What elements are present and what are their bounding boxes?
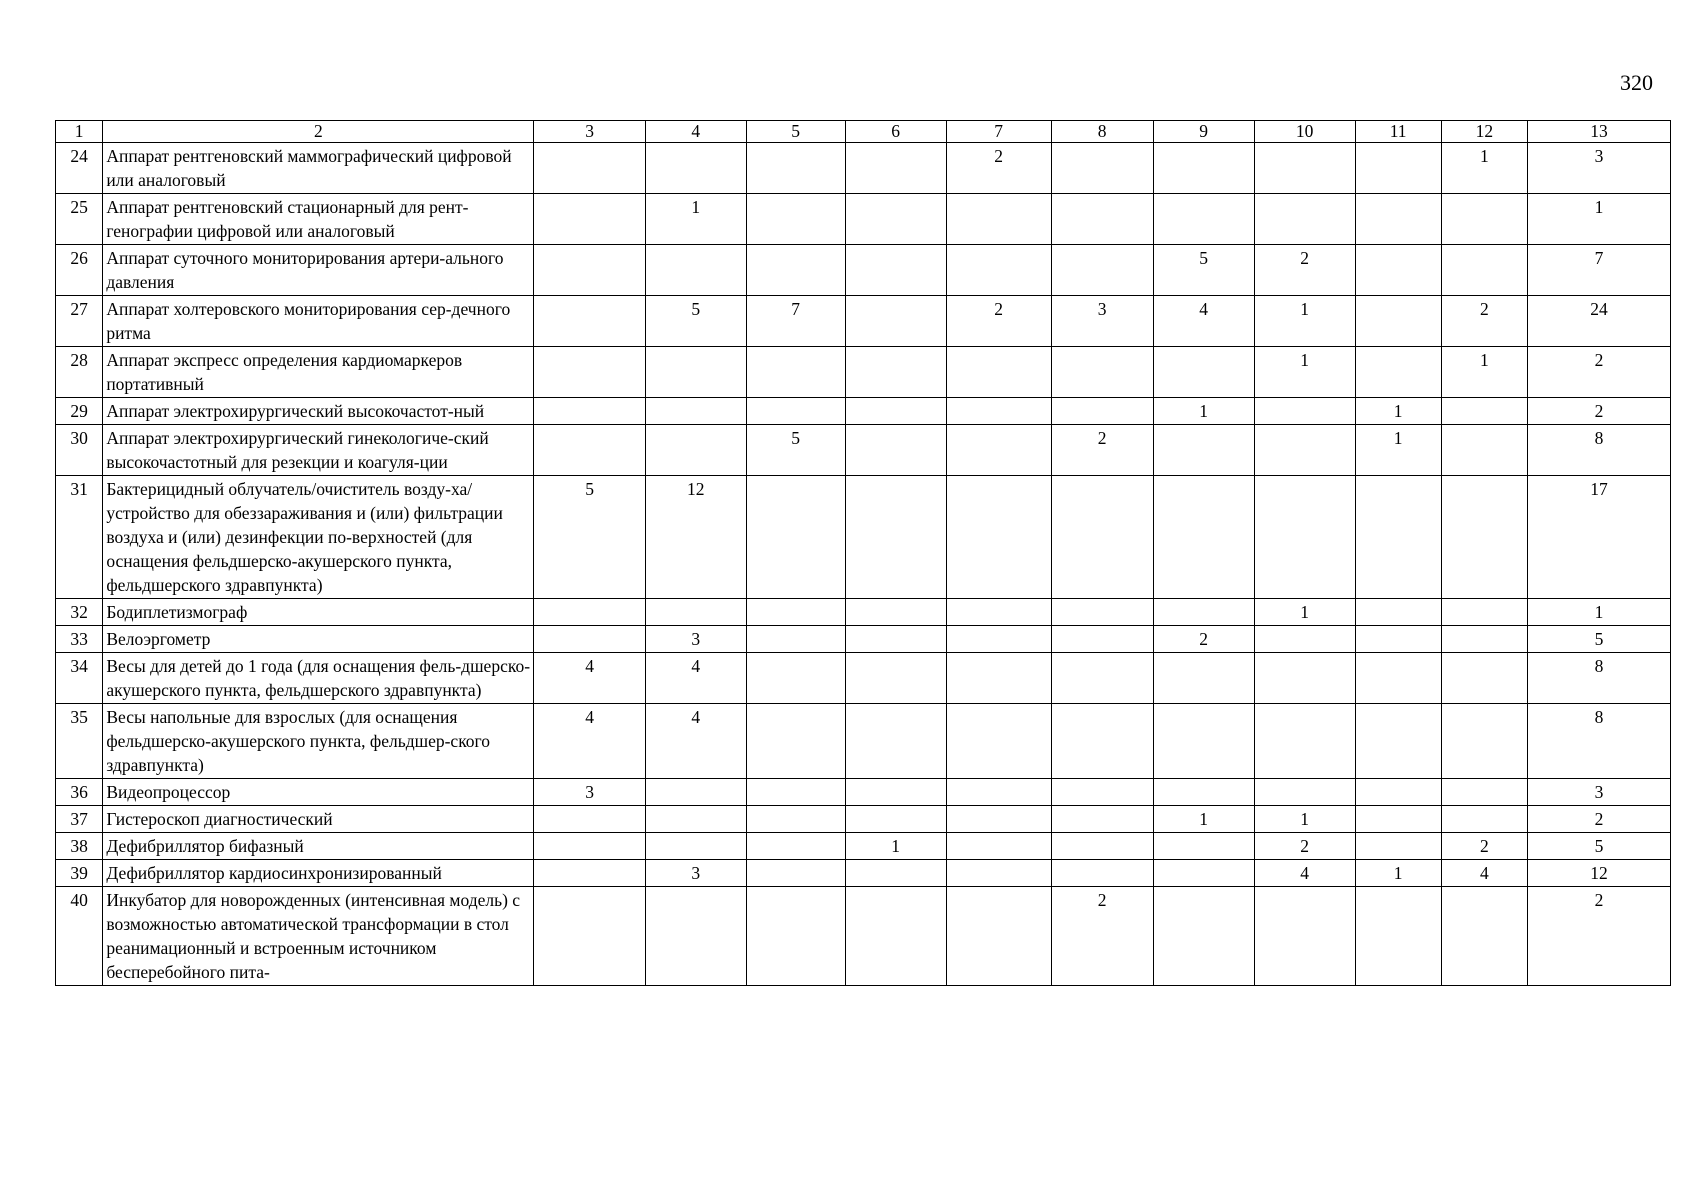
row-number-cell: 36 [56,779,103,806]
quantity-cell-4: 5 [645,296,746,347]
quantity-cell-4: 4 [645,704,746,779]
quantity-cell-8 [1051,806,1153,833]
quantity-cell-3 [534,860,645,887]
quantity-cell-9 [1153,887,1254,986]
quantity-cell-3 [534,296,645,347]
quantity-cell-11 [1355,704,1441,779]
quantity-cell-10: 2 [1254,833,1355,860]
quantity-cell-3: 5 [534,476,645,599]
quantity-cell-13: 5 [1527,626,1670,653]
quantity-cell-4 [645,425,746,476]
quantity-cell-4: 3 [645,626,746,653]
quantity-cell-11 [1355,347,1441,398]
quantity-cell-9 [1153,779,1254,806]
quantity-cell-12: 4 [1441,860,1527,887]
quantity-cell-12 [1441,194,1527,245]
quantity-cell-7 [946,860,1051,887]
quantity-cell-8 [1051,398,1153,425]
quantity-cell-10 [1254,425,1355,476]
quantity-cell-11: 1 [1355,860,1441,887]
quantity-cell-4 [645,398,746,425]
quantity-cell-6 [845,296,946,347]
header-row [56,121,1671,143]
quantity-cell-13: 8 [1527,704,1670,779]
quantity-cell-9: 1 [1153,806,1254,833]
equipment-name-cell: Аппарат экспресс определения кардиомаркеров портативный [103,347,534,398]
equipment-table [55,120,1671,986]
quantity-cell-8 [1051,833,1153,860]
quantity-cell-5 [746,599,845,626]
quantity-cell-6 [845,143,946,194]
quantity-cell-12 [1441,806,1527,833]
quantity-cell-5 [746,194,845,245]
quantity-cell-10 [1254,398,1355,425]
quantity-cell-9 [1153,599,1254,626]
quantity-cell-10 [1254,887,1355,986]
quantity-cell-8 [1051,143,1153,194]
column-header-9: 9 [1153,121,1254,143]
quantity-cell-6 [845,599,946,626]
quantity-cell-9 [1153,833,1254,860]
quantity-cell-13: 17 [1527,476,1670,599]
row-number-cell: 37 [56,806,103,833]
column-header-13: 13 [1527,121,1670,143]
quantity-cell-5 [746,779,845,806]
quantity-cell-8 [1051,653,1153,704]
quantity-cell-7 [946,347,1051,398]
quantity-cell-6 [845,626,946,653]
quantity-cell-3 [534,194,645,245]
equipment-name-cell: Дефибриллятор кардиосинхронизированный [103,860,534,887]
quantity-cell-13: 2 [1527,398,1670,425]
quantity-cell-10: 2 [1254,245,1355,296]
quantity-cell-10: 4 [1254,860,1355,887]
table-row [56,194,1671,245]
quantity-cell-8 [1051,194,1153,245]
quantity-cell-12: 2 [1441,833,1527,860]
quantity-cell-12: 1 [1441,347,1527,398]
quantity-cell-9: 4 [1153,296,1254,347]
quantity-cell-3 [534,599,645,626]
quantity-cell-6 [845,887,946,986]
quantity-cell-9 [1153,425,1254,476]
table-row [56,296,1671,347]
quantity-cell-12 [1441,245,1527,296]
equipment-name-cell: Гистероскоп диагностический [103,806,534,833]
quantity-cell-13: 2 [1527,806,1670,833]
quantity-cell-7 [946,245,1051,296]
quantity-cell-7 [946,779,1051,806]
quantity-cell-6 [845,245,946,296]
quantity-cell-13: 3 [1527,143,1670,194]
quantity-cell-4 [645,245,746,296]
quantity-cell-12 [1441,887,1527,986]
quantity-cell-11 [1355,653,1441,704]
quantity-cell-7: 2 [946,143,1051,194]
quantity-cell-6 [845,779,946,806]
quantity-cell-5: 5 [746,425,845,476]
column-header-12: 12 [1441,121,1527,143]
row-number-cell: 40 [56,887,103,986]
quantity-cell-3 [534,398,645,425]
quantity-cell-9 [1153,704,1254,779]
equipment-name-cell: Аппарат рентгеновский стационарный для рент-генографии цифровой или аналоговый [103,194,534,245]
row-number-cell: 31 [56,476,103,599]
equipment-name-cell: Аппарат холтеровского мониторирования сер-дечного ритма [103,296,534,347]
quantity-cell-13: 2 [1527,347,1670,398]
table-row [56,425,1671,476]
quantity-cell-7 [946,653,1051,704]
row-number-cell: 29 [56,398,103,425]
quantity-cell-8 [1051,626,1153,653]
quantity-cell-7 [946,833,1051,860]
quantity-cell-13: 24 [1527,296,1670,347]
quantity-cell-12 [1441,626,1527,653]
quantity-cell-4: 1 [645,194,746,245]
quantity-cell-13: 2 [1527,887,1670,986]
quantity-cell-8 [1051,779,1153,806]
equipment-name-cell: Весы для детей до 1 года (для оснащения фель-дшерско-акушерского пункта, фельдшерского здравпункта) [103,653,534,704]
row-number-cell: 24 [56,143,103,194]
quantity-cell-12: 1 [1441,143,1527,194]
column-header-2: 2 [103,121,534,143]
quantity-cell-7 [946,398,1051,425]
table-row [56,398,1671,425]
quantity-cell-13: 1 [1527,194,1670,245]
table-row [56,779,1671,806]
equipment-name-cell: Весы напольные для взрослых (для оснащения фельдшерско-акушерского пункта, фельдшер-ского здравпункта) [103,704,534,779]
quantity-cell-8 [1051,704,1153,779]
quantity-cell-8 [1051,245,1153,296]
quantity-cell-11 [1355,476,1441,599]
row-number-cell: 38 [56,833,103,860]
row-number-cell: 32 [56,599,103,626]
column-header-4: 4 [645,121,746,143]
quantity-cell-10: 1 [1254,347,1355,398]
quantity-cell-11: 1 [1355,398,1441,425]
quantity-cell-6 [845,704,946,779]
row-number-cell: 28 [56,347,103,398]
quantity-cell-3 [534,626,645,653]
quantity-cell-7 [946,476,1051,599]
quantity-cell-11 [1355,296,1441,347]
quantity-cell-6 [845,653,946,704]
quantity-cell-3 [534,143,645,194]
quantity-cell-3: 4 [534,653,645,704]
quantity-cell-7 [946,704,1051,779]
quantity-cell-8: 2 [1051,425,1153,476]
quantity-cell-6: 1 [845,833,946,860]
column-header-10: 10 [1254,121,1355,143]
quantity-cell-13: 12 [1527,860,1670,887]
quantity-cell-10 [1254,143,1355,194]
quantity-cell-4: 3 [645,860,746,887]
quantity-cell-8 [1051,860,1153,887]
quantity-cell-4: 12 [645,476,746,599]
quantity-cell-13: 5 [1527,833,1670,860]
table-row [56,653,1671,704]
quantity-cell-8: 3 [1051,296,1153,347]
quantity-cell-3: 4 [534,704,645,779]
table-row [56,806,1671,833]
table-row [56,599,1671,626]
quantity-cell-4 [645,347,746,398]
quantity-cell-8 [1051,599,1153,626]
quantity-cell-6 [845,476,946,599]
row-number-cell: 27 [56,296,103,347]
quantity-cell-3: 3 [534,779,645,806]
quantity-cell-7 [946,194,1051,245]
page-number: 320 [1620,70,1653,95]
quantity-cell-5 [746,806,845,833]
quantity-cell-3 [534,245,645,296]
quantity-cell-12 [1441,653,1527,704]
quantity-cell-9 [1153,860,1254,887]
quantity-cell-3 [534,347,645,398]
quantity-cell-11 [1355,833,1441,860]
row-number-cell: 34 [56,653,103,704]
quantity-cell-11 [1355,779,1441,806]
quantity-cell-11 [1355,599,1441,626]
quantity-cell-7 [946,425,1051,476]
quantity-cell-7: 2 [946,296,1051,347]
quantity-cell-12: 2 [1441,296,1527,347]
table-row [56,245,1671,296]
quantity-cell-5 [746,398,845,425]
equipment-name-cell: Бактерицидный облучатель/очиститель возду-ха/устройство для обеззараживания и (или) фильтрации воздуха и (или) дезинфекции по-верхностей (для оснащения фельдшерско-акушерского пункта, фельдшерского здравпункта) [103,476,534,599]
quantity-cell-6 [845,398,946,425]
quantity-cell-11 [1355,806,1441,833]
quantity-cell-7 [946,599,1051,626]
column-header-8: 8 [1051,121,1153,143]
table-row [56,833,1671,860]
quantity-cell-11 [1355,887,1441,986]
row-number-cell: 26 [56,245,103,296]
quantity-cell-6 [845,806,946,833]
quantity-cell-8 [1051,476,1153,599]
row-number-cell: 35 [56,704,103,779]
quantity-cell-10 [1254,626,1355,653]
quantity-cell-5: 7 [746,296,845,347]
quantity-cell-10: 1 [1254,599,1355,626]
quantity-cell-10 [1254,476,1355,599]
quantity-cell-11: 1 [1355,425,1441,476]
quantity-cell-6 [845,347,946,398]
quantity-cell-9 [1153,476,1254,599]
quantity-cell-12 [1441,599,1527,626]
quantity-cell-13: 7 [1527,245,1670,296]
quantity-cell-5 [746,626,845,653]
quantity-cell-9: 5 [1153,245,1254,296]
quantity-cell-4 [645,833,746,860]
table-body [56,121,1671,986]
table-row [56,626,1671,653]
table-row [56,143,1671,194]
quantity-cell-10 [1254,194,1355,245]
quantity-cell-3 [534,806,645,833]
column-header-1: 1 [56,121,103,143]
quantity-cell-11 [1355,194,1441,245]
quantity-cell-4 [645,143,746,194]
quantity-cell-12 [1441,398,1527,425]
quantity-cell-12 [1441,779,1527,806]
quantity-cell-9 [1153,653,1254,704]
quantity-cell-13: 8 [1527,653,1670,704]
row-number-cell: 30 [56,425,103,476]
quantity-cell-10 [1254,653,1355,704]
table-row [56,860,1671,887]
equipment-name-cell: Видеопроцессор [103,779,534,806]
quantity-cell-5 [746,704,845,779]
table-row [56,476,1671,599]
quantity-cell-7 [946,806,1051,833]
quantity-cell-11 [1355,245,1441,296]
row-number-cell: 39 [56,860,103,887]
equipment-name-cell: Бодиплетизмограф [103,599,534,626]
quantity-cell-7 [946,626,1051,653]
equipment-name-cell: Аппарат суточного мониторирования артери-ального давления [103,245,534,296]
quantity-cell-9: 1 [1153,398,1254,425]
column-header-11: 11 [1355,121,1441,143]
quantity-cell-5 [746,887,845,986]
quantity-cell-12 [1441,476,1527,599]
equipment-name-cell: Велоэргометр [103,626,534,653]
quantity-cell-9 [1153,194,1254,245]
quantity-cell-8: 2 [1051,887,1153,986]
quantity-cell-9: 2 [1153,626,1254,653]
quantity-cell-13: 1 [1527,599,1670,626]
equipment-name-cell: Дефибриллятор бифазный [103,833,534,860]
quantity-cell-13: 3 [1527,779,1670,806]
quantity-cell-7 [946,887,1051,986]
quantity-cell-9 [1153,143,1254,194]
quantity-cell-10: 1 [1254,806,1355,833]
equipment-name-cell: Аппарат электрохирургический высокочастот-ный [103,398,534,425]
equipment-name-cell: Инкубатор для новорожденных (интенсивная модель) с возможностью автоматической трансформации в стол реанимационный и встроенным источником бесперебойного пита- [103,887,534,986]
quantity-cell-5 [746,476,845,599]
quantity-cell-5 [746,245,845,296]
quantity-cell-8 [1051,347,1153,398]
quantity-cell-10 [1254,704,1355,779]
column-header-7: 7 [946,121,1051,143]
quantity-cell-5 [746,143,845,194]
quantity-cell-6 [845,194,946,245]
quantity-cell-11 [1355,626,1441,653]
quantity-cell-12 [1441,425,1527,476]
quantity-cell-4 [645,887,746,986]
equipment-name-cell: Аппарат электрохирургический гинекологиче-ский высокочастотный для резекции и коагуля-ции [103,425,534,476]
row-number-cell: 33 [56,626,103,653]
column-header-3: 3 [534,121,645,143]
quantity-cell-3 [534,887,645,986]
quantity-cell-4 [645,779,746,806]
quantity-cell-5 [746,860,845,887]
quantity-cell-13: 8 [1527,425,1670,476]
table-row [56,704,1671,779]
quantity-cell-10 [1254,779,1355,806]
quantity-cell-6 [845,425,946,476]
quantity-cell-4: 4 [645,653,746,704]
quantity-cell-3 [534,833,645,860]
table-row [56,887,1671,986]
quantity-cell-5 [746,347,845,398]
table-row [56,347,1671,398]
quantity-cell-4 [645,806,746,833]
quantity-cell-5 [746,833,845,860]
quantity-cell-9 [1153,347,1254,398]
row-number-cell: 25 [56,194,103,245]
quantity-cell-4 [645,599,746,626]
quantity-cell-10: 1 [1254,296,1355,347]
quantity-cell-5 [746,653,845,704]
column-header-5: 5 [746,121,845,143]
equipment-name-cell: Аппарат рентгеновский маммографический цифровой или аналоговый [103,143,534,194]
quantity-cell-11 [1355,143,1441,194]
quantity-cell-12 [1441,704,1527,779]
column-header-6: 6 [845,121,946,143]
quantity-cell-6 [845,860,946,887]
quantity-cell-3 [534,425,645,476]
